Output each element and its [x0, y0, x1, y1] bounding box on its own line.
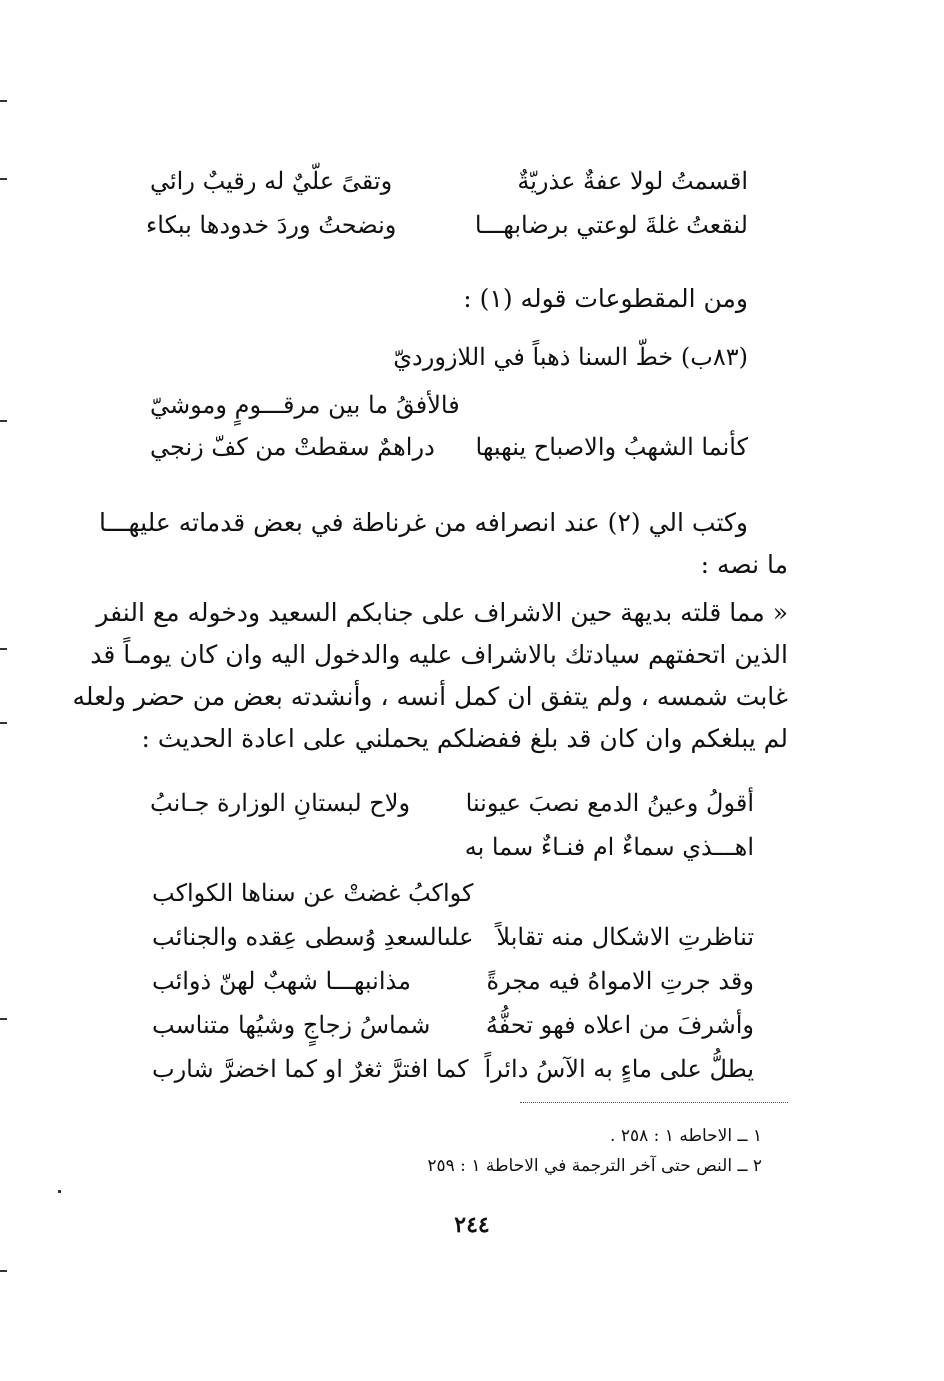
- page-number: ٢٤٤: [454, 1212, 490, 1238]
- footnote-2: ٢ ــ النص حتى آخر الترجمة في الاحاطة ١ : ٢٥٩: [427, 1156, 762, 1176]
- paragraph-2-line-4: لم يبلغكم وان كان قد بلغ ففضلكم يحملني على اعادة الحديث :: [141, 724, 788, 753]
- paragraph-2-line-3: غابت شمسه ، ولم يتفق ان كمل أنسه ، وأنشدته بعض من حضر ولعله: [72, 682, 788, 711]
- scan-mark: [0, 420, 7, 422]
- footnote-separator: [520, 1102, 788, 1103]
- couplet-4-first: يطلُّ على ماءٍ به الآسُ دائراً: [484, 1055, 754, 1083]
- paragraph-1-line-1: وكتب الي (٢) عند انصرافه من غرناطة في بعض قدماته عليهـــا: [98, 508, 748, 537]
- couplet-1-first: تناظرتِ الاشكال منه تقابلاً: [496, 923, 754, 951]
- poem-3-line-1-second: ولاح لبستانِ الوزارة جـانبُ: [150, 789, 411, 817]
- verse-2-first-hemistich: لنقعتُ غلةَ لوعتي برضابهـــا: [474, 211, 748, 239]
- footnote-1: ١ ــ الاحاطه ١ : ٢٥٨ .: [610, 1126, 762, 1146]
- poem-2-line-3-second: دراهمٌ سقطتْ من كفّ زنجي: [150, 433, 435, 461]
- paragraph-2-line-1: « مما قلته بديهة حين الاشراف على جنابكم السعيد ودخوله مع النفر: [96, 598, 788, 627]
- couplet-4-second: كما افترَّ ثغرٌ او كما اخضرَّ شارب: [152, 1055, 469, 1083]
- couplet-2-second: مذانبهـــا شهبٌ لهنّ ذوائب: [152, 967, 411, 995]
- verse-2-second-hemistich: ونضحتُ وردَ خدودها ببكاء: [146, 211, 397, 239]
- poem-2-line-3-first: كأنما الشهبُ والاصباح ينهبها: [475, 433, 748, 461]
- scan-mark: [0, 1018, 7, 1020]
- poem-3-line-3: كواكبُ غضتْ عن سناها الكواكب: [152, 879, 474, 907]
- scan-mark: [0, 648, 7, 650]
- scan-mark: [0, 178, 7, 180]
- poem-2-line-2: فالأفقُ ما بين مرقـــومٍ وموشيّ: [150, 391, 460, 419]
- paragraph-1-line-2: ما نصه :: [700, 550, 788, 579]
- poem-3-line-2: اهـــذي سماءٌ ام فنـاءٌ سما به: [464, 833, 754, 861]
- intro-line: ومن المقطوعات قوله (١) :: [463, 284, 748, 313]
- verse-1-first-hemistich: اقسمتُ لولا عفةٌ عذريّةٌ: [517, 167, 748, 195]
- scan-mark: [0, 100, 7, 102]
- poem-2-line-1: (٨٣ب) خطّ السنا ذهباً في اللازورديّ: [393, 343, 748, 371]
- couplet-1-second: علىالسعدِ وُسطى عِقده والجنائب: [152, 923, 474, 951]
- scan-mark: [0, 722, 7, 724]
- scan-mark: [58, 1190, 61, 1193]
- verse-1-second-hemistich: وتقىً علّيٌ له رقيبٌ رائي: [150, 167, 393, 195]
- couplet-2-first: وقد جرتِ الامواهُ فيه مجرةً: [486, 967, 754, 995]
- couplet-3-second: شماسُ زجاجٍ وشيُها متناسب: [152, 1011, 431, 1039]
- scan-mark: [0, 1270, 7, 1272]
- poem-3-line-1-first: أقولُ وعينُ الدمع نصبَ عيوننا: [465, 789, 754, 817]
- couplet-3-first: وأشرفَ من اعلاه فهو تحفُّهُ: [485, 1011, 754, 1039]
- paragraph-2-line-2: الذين اتحفتهم سيادتك بالاشراف عليه والدخول اليه وان كان يومـاً قد: [90, 640, 788, 669]
